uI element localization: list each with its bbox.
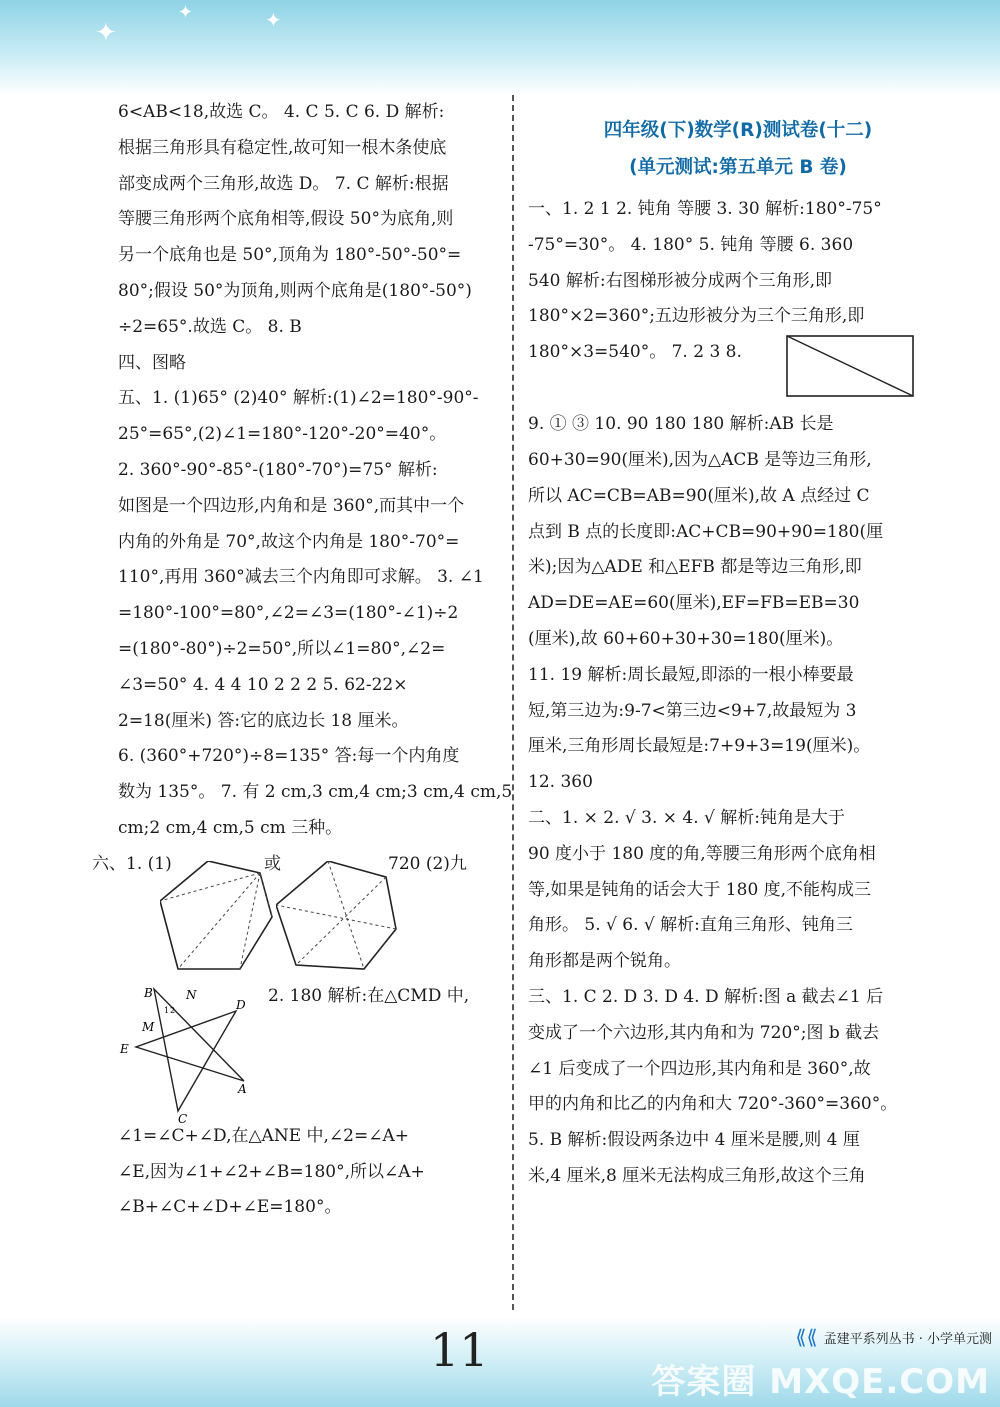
sparkle-icon: ✦: [265, 8, 282, 32]
answer-line: ∠3=50° 4. 4 4 10 2 2 2 5. 62-22×: [118, 674, 408, 695]
answer-line: 另一个底角也是 50°,顶角为 180°-50°-50°=: [118, 245, 462, 266]
answer-line: 内角的外角是 70°,故这个内角是 180°-70°=: [118, 531, 460, 552]
answer-line: ∠B+∠C+∠D+∠E=180°。: [118, 1197, 342, 1218]
arrow-left-icon: ⟪⟪: [795, 1325, 818, 1349]
answer-line: 5. B 解析:假设两条边中 4 厘米是腰,则 4 厘: [528, 1130, 860, 1151]
answer-line: 110°,再用 360°减去三个内角即可求解。 3. ∠1: [118, 567, 484, 588]
answer-line: 12. 360: [528, 772, 593, 793]
rectangle-diagonal-figure: [786, 335, 916, 399]
answer-line: (厘米),故 60+60+30+30=180(厘米)。: [528, 628, 844, 649]
left-text-block: [118, 95, 513, 847]
answer-line: ∠1 后变成了一个四边形,其内角和是 360°,故: [528, 1058, 871, 1079]
right-text-block-b: [528, 407, 948, 1195]
answer-line: AD=DE=AE=60(厘米),EF=FB=EB=30: [528, 593, 860, 614]
answer-line: ÷2=65°.故选 C。 8. B: [118, 316, 302, 337]
answer-line: 变成了一个六边形,其内角和为 720°;图 b 截去: [528, 1022, 880, 1043]
hexagon-center-figure: [276, 861, 401, 973]
left-column: [92, 95, 513, 1226]
hexagon-diagonals-figure: [160, 861, 280, 973]
answer-line: 等腰三角形两个底角相等,假设 50°为底角,则: [118, 209, 454, 230]
answer-line: 6<AB<18,故选 C。 4. C 5. C 6. D 解析:: [118, 102, 445, 122]
answer-line: 80°;假设 50°为顶角,则两个底角是(180°-50°): [118, 280, 472, 301]
left-tail-block: [118, 1119, 503, 1226]
top-decorative-band: [0, 0, 1000, 95]
answer-line: 三、1. C 2. D 3. D 4. D 解析:图 a 截去∠1 后: [528, 986, 884, 1007]
rect-answer-row: [528, 335, 948, 407]
watermark: 答案圈 MXQE.COM: [651, 1362, 990, 1402]
answer-line: 如图是一个四边形,内角和是 360°,而其中一个: [118, 495, 465, 516]
q7-8-line: 180°×3=540°。 7. 2 3 8.: [528, 342, 742, 363]
star-angle-1: 1: [164, 1005, 170, 1015]
brand-text: 孟建平系列丛书 · 小学单元测: [823, 1331, 992, 1347]
test-subtitle: (单元测试:第五单元 B 卷): [629, 157, 847, 178]
answer-line: 部变成两个三角形,故选 D。 7. C 解析:根据: [118, 173, 449, 194]
five-point-star-figure: [118, 983, 258, 1123]
answer-line: -75°=30°。 4. 180° 5. 钝角 等腰 6. 360: [528, 234, 854, 255]
star-label-N: N: [186, 987, 197, 1002]
star-label-B: B: [144, 985, 153, 1000]
answer-line: 数为 135°。 7. 有 2 cm,3 cm,4 cm;3 cm,4 cm,5: [118, 782, 513, 803]
star-figure-row: [118, 979, 503, 1123]
answer-line: 五、1. (1)65° (2)40° 解析:(1)∠2=180°-90°-: [118, 388, 479, 409]
footer-brand: [795, 1324, 1000, 1350]
answer-line: 2. 360°-90°-85°-(180°-70°)=75° 解析:: [118, 459, 438, 480]
answer-line: 2=18(厘米) 答:它的底边长 18 厘米。: [118, 710, 409, 731]
answer-line: 6. (360°+720°)÷8=135° 答:每一个内角度: [118, 746, 460, 767]
q6-label: 六、1. (1): [92, 853, 172, 874]
sparkle-icon: ✦: [178, 2, 194, 23]
answer-line: 四、图略: [118, 352, 186, 373]
answer-line: 25°=65°,(2)∠1=180°-120°-20°=40°。: [118, 424, 447, 445]
star-angle-2: 2: [170, 1005, 176, 1015]
answer-line: =180°-100°=80°,∠2=∠3=(180°-∠1)÷2: [118, 603, 459, 624]
answer-line: 厘米,三角形周长最短是:7+9+3=19(厘米)。: [528, 736, 871, 757]
answer-line: 角形都是两个锐角。: [528, 951, 681, 972]
answer-line: 角形。 5. √ 6. √ 解析:直角三角形、钝角三: [528, 915, 853, 936]
answer-line: 根据三角形具有稳定性,故可知一根木条使底: [118, 137, 447, 158]
answer-line: 90 度小于 180 度的角,等腰三角形两个底角相: [528, 843, 876, 864]
answer-line: 11. 19 解析:周长最短,即添的一根小棒要最: [528, 664, 854, 685]
right-column: [528, 112, 948, 1195]
star-label-A: A: [238, 1081, 247, 1096]
test-title: 四年级(下)数学(R)测试卷(十二): [603, 120, 873, 141]
answer-line: 9. ① ③ 10. 90 180 180 解析:AB 长是: [528, 414, 834, 435]
answer-line: 一、1. 2 1 2. 钝角 等腰 3. 30 解析:180°-75°: [528, 199, 882, 219]
column-divider: [512, 95, 514, 1310]
star-label-D: D: [236, 997, 246, 1012]
answer-line: 540 解析:右图梯形被分成两个三角形,即: [528, 270, 832, 291]
or-label: 或: [264, 853, 281, 874]
answer-line: =(180°-80°)÷2=50°,所以∠1=80°,∠2=: [118, 638, 446, 659]
page-number: 11: [430, 1323, 489, 1377]
answer-line: 短,第三边为:9-7<第三边<9+7,故最短为 3: [528, 700, 857, 721]
q6-2-text: 2. 180 解析:在△CMD 中,: [268, 985, 470, 1006]
answer-line: 等,如果是钝角的话会大于 180 度,不能构成三: [528, 879, 872, 900]
answer-line: 米,4 厘米,8 厘米无法构成三角形,故这个三角: [528, 1165, 866, 1186]
answer-line: 米);因为△ADE 和△EFB 都是等边三角形,即: [528, 557, 862, 578]
star-label-C: C: [178, 1111, 188, 1123]
answer-line: 甲的内角和比乙的内角和大 720°-360°=360°。: [528, 1094, 898, 1115]
answer-line: 点到 B 点的长度即:AC+CB=90+90=180(厘: [528, 521, 884, 542]
q6-answer: 720 (2)九: [388, 853, 467, 874]
answer-line: 180°×2=360°;五边形被分为三个三角形,即: [528, 306, 865, 327]
answer-line: cm;2 cm,4 cm,5 cm 三种。: [118, 817, 343, 838]
sparkle-icon: ✦: [95, 18, 117, 48]
hexagon-figure-row: [92, 847, 503, 979]
star-label-M: M: [142, 1019, 155, 1034]
answer-line: 所以 AC=CB=AB=90(厘米),故 A 点经过 C: [528, 485, 870, 506]
right-text-block-a: [528, 192, 948, 335]
star-label-E: E: [120, 1041, 129, 1056]
answer-line: 二、1. × 2. √ 3. × 4. √ 解析:钝角是大于: [528, 807, 845, 828]
answer-line: 60+30=90(厘米),因为△ACB 是等边三角形,: [528, 449, 872, 470]
answer-line: ∠E,因为∠1+∠2+∠B=180°,所以∠A+: [118, 1161, 425, 1182]
answer-line: ∠1=∠C+∠D,在△ANE 中,∠2=∠A+: [118, 1125, 409, 1146]
